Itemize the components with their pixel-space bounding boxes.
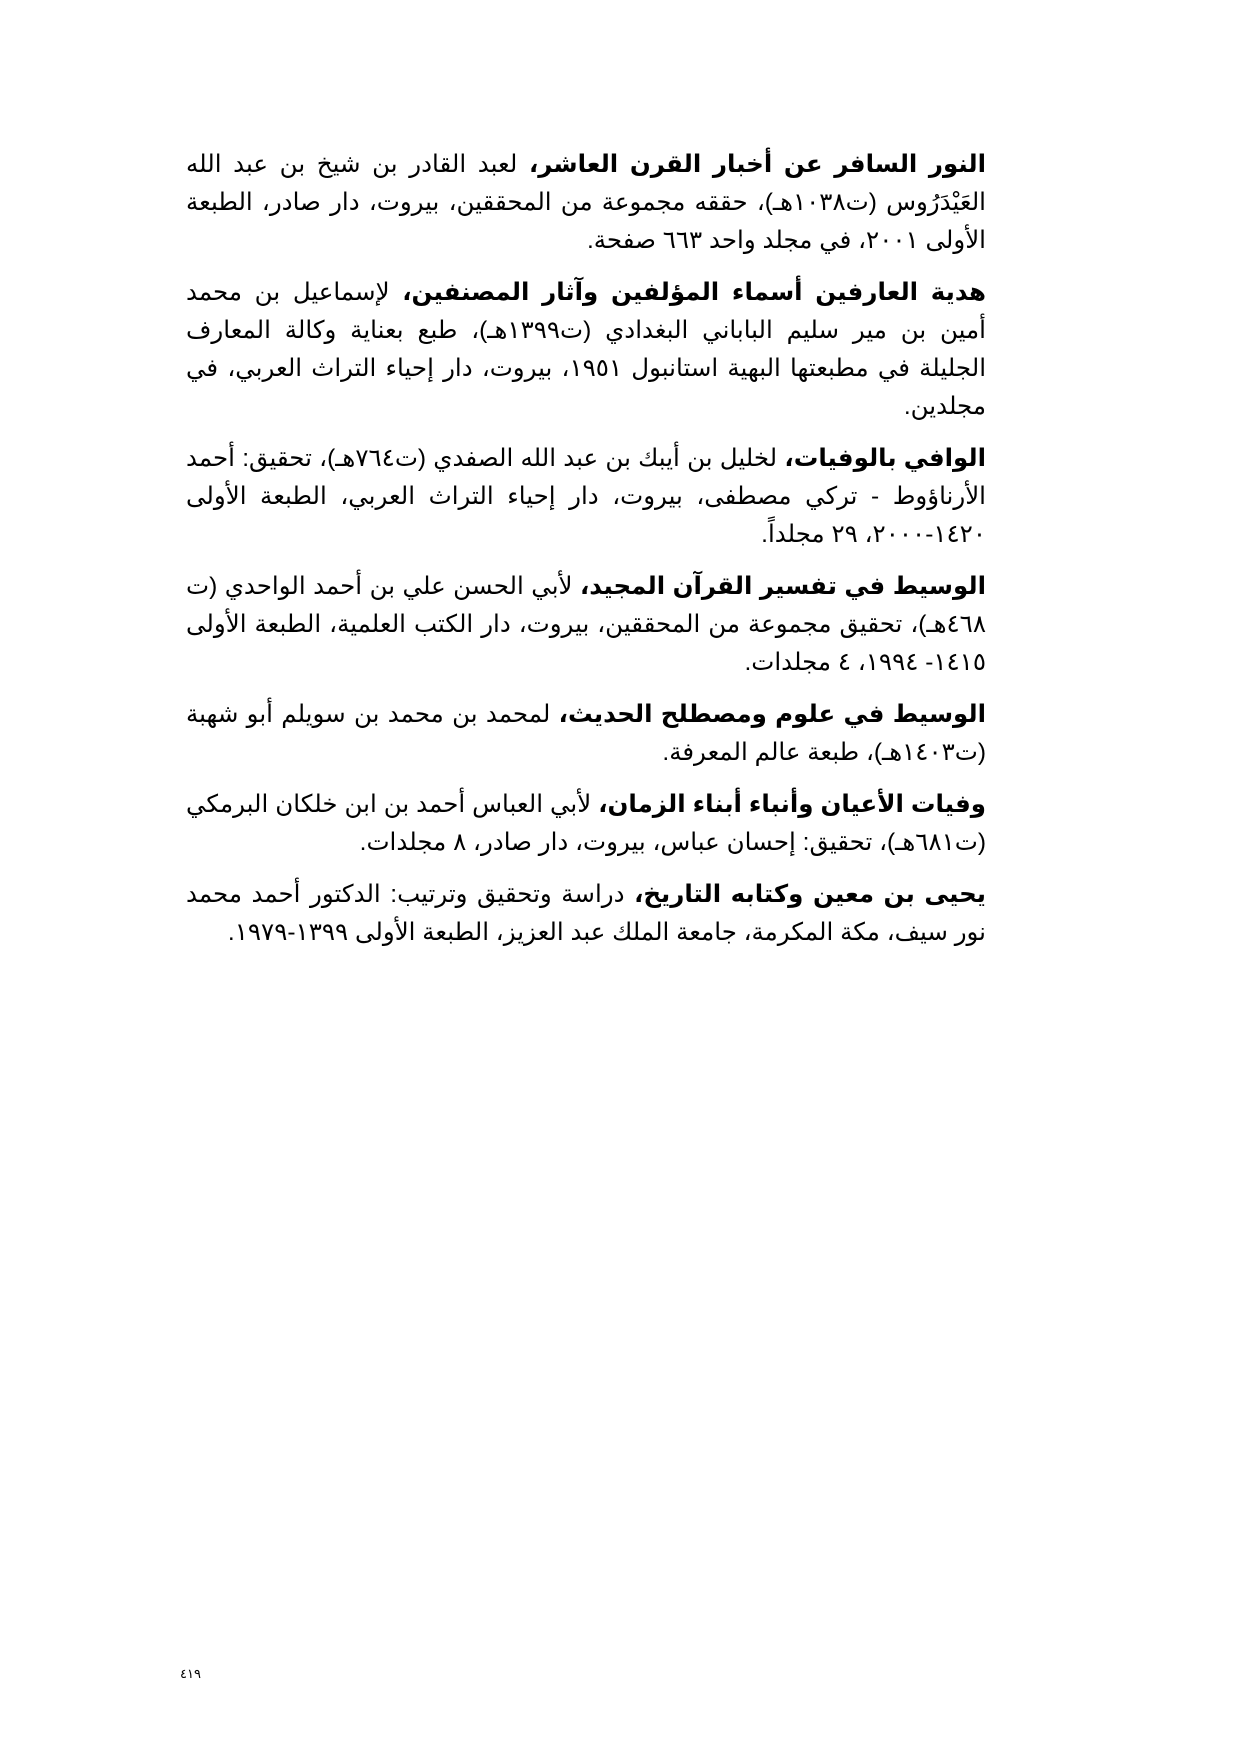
page-number: ٤١٩ bbox=[180, 1666, 201, 1681]
reference-title: يحيى بن معين وكتابه التاريخ، bbox=[634, 881, 986, 908]
reference-title: الوافي بالوفيات، bbox=[784, 445, 986, 472]
reference-details: لخليل بن أيبك بن عبد الله الصفدي (ت٧٦٤هـ)، تحقيق: أحمد الأرناؤوط - تركي مصطفى، بيروت، دار إحياء التراث العربي، الطبعة الأولى ١٤٢٠-٢٠٠٠، ٢٩ مجلداً. bbox=[186, 445, 986, 548]
reference-entry bbox=[186, 146, 986, 260]
reference-entry bbox=[186, 696, 986, 772]
reference-title: وفيات الأعيان وأنباء أبناء الزمان، bbox=[598, 791, 987, 818]
references-list bbox=[186, 146, 986, 966]
reference-entry bbox=[186, 876, 986, 952]
reference-title: هدية العارفين أسماء المؤلفين وآثار المصنفين، bbox=[402, 279, 986, 306]
reference-entry bbox=[186, 568, 986, 682]
reference-details: لعبد القادر بن شيخ بن عبد الله العَيْدَرُوس (ت١٠٣٨هـ)، حققه مجموعة من المحققين، بيروت، دار صادر، الطبعة الأولى ٢٠٠١، في مجلد واحد ٦٦٣ صفحة. bbox=[186, 151, 986, 254]
reference-title: النور السافر عن أخبار القرن العاشر، bbox=[528, 151, 986, 178]
reference-details: لأبي العباس أحمد بن ابن خلكان البرمكي (ت٦٨١هـ)، تحقيق: إحسان عباس، بيروت، دار صادر، ٨ مجلدات. bbox=[186, 791, 986, 856]
reference-title: الوسيط في علوم ومصطلح الحديث، bbox=[558, 701, 986, 728]
reference-details: دراسة وتحقيق وترتيب: الدكتور أحمد محمد نور سيف، مكة المكرمة، جامعة الملك عبد العزيز، الطبعة الأولى ١٣٩٩-١٩٧٩. bbox=[186, 881, 986, 946]
reference-entry bbox=[186, 274, 986, 426]
reference-title: الوسيط في تفسير القرآن المجيد، bbox=[579, 573, 986, 600]
reference-entry bbox=[186, 786, 986, 862]
reference-details: لمحمد بن محمد بن سويلم أبو شهبة (ت١٤٠٣هـ)، طبعة عالم المعرفة. bbox=[186, 701, 986, 766]
reference-entry bbox=[186, 440, 986, 554]
reference-details: لأبي الحسن علي بن أحمد الواحدي (ت ٤٦٨هـ)، تحقيق مجموعة من المحققين، بيروت، دار الكتب العلمية، الطبعة الأولى ١٤١٥- ١٩٩٤، ٤ مجلدات. bbox=[186, 573, 986, 676]
reference-details: لإسماعيل بن محمد أمين بن مير سليم الباباني البغدادي (ت١٣٩٩هـ)، طبع بعناية وكالة المعارف الجليلة في مطبعتها البهية استانبول ١٩٥١، بيروت، دار إحياء التراث العربي، في مجلدين. bbox=[186, 279, 987, 420]
